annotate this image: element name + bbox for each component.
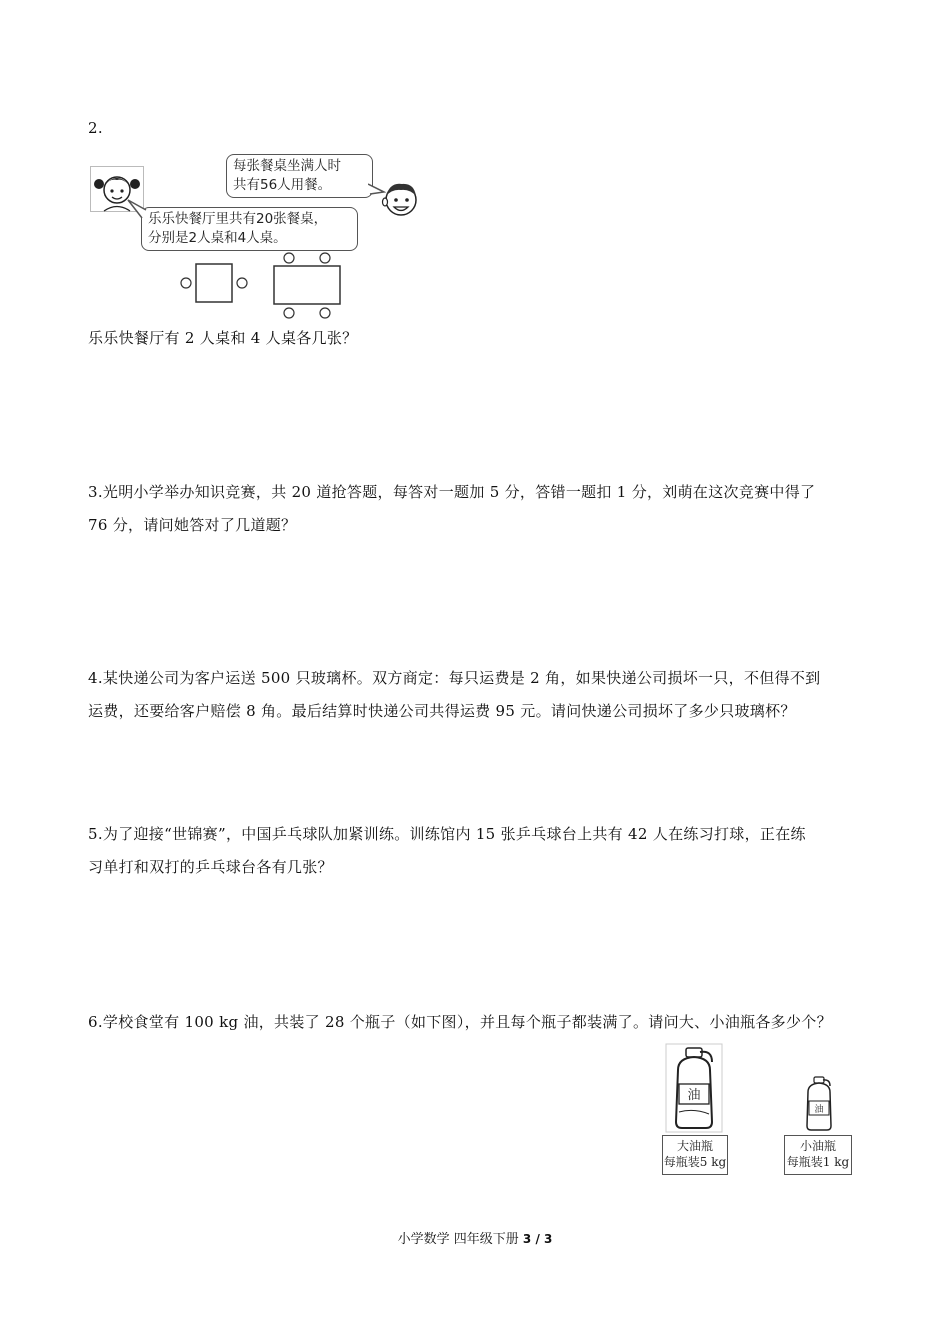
boy-bubble-line-2: 共有56人用餐。 [233,177,332,193]
big-oil-bottle-icon [664,1042,724,1134]
chair-icon [320,308,330,318]
girl-bubble-tail [126,198,148,220]
question-6 [88,1006,878,1039]
page-footer [0,1228,950,1247]
chair-icon [237,278,247,288]
four-person-table [274,266,340,304]
two-person-table [196,264,232,302]
chair-icon [284,308,294,318]
chair-icon [320,253,330,263]
question-5-line-2: 习单打和双打的乒乓球台各有几张？ [88,858,333,876]
big-bottle-capacity: 每瓶装5 kg [663,1155,727,1169]
girl-bubble-line-1: 乐乐快餐厅里共有20张餐桌， [148,211,328,227]
question-5 [88,818,878,884]
question-3-line-2: 76 分，请问她答对了几道题？ [88,516,297,534]
question-2-text: 乐乐快餐厅有 2 人桌和 4 人桌各几张？ [88,329,358,347]
small-bottle-capacity: 每瓶装1 kg [786,1155,850,1169]
question-5-line-1: 5.为了迎接“世锦赛”，中国乒乓球队加紧训练。训练馆内 15 张乒乓球台上共有 42 人在练习打球，正在练 [88,825,806,843]
question-2-number: 2. [88,119,103,137]
small-bottle-caption [784,1135,852,1175]
big-bottle-caption [662,1135,728,1175]
chair-icon [181,278,191,288]
small-bottle-label-char: 油 [814,1105,824,1115]
footer-text: 小学数学 四年级下册 [397,1232,519,1247]
question-4-line-2: 运费，还要给客户赔偿 8 角。最后结算时快递公司共得运费 95 元。请问快递公司损坏了多少只玻璃杯？ [88,702,796,720]
question-6-line-1: 6.学校食堂有 100 kg 油，共装了 28 个瓶子（如下图），并且每个瓶子都装满了。请问大、小油瓶各多少个？ [88,1013,832,1031]
question-3 [88,476,878,542]
tables-diagram [178,252,348,320]
small-bottle-name: 小油瓶 [799,1139,836,1153]
boy-bubble-tail [368,182,388,198]
girl-bubble-line-2: 分别是2人桌和4人桌。 [148,230,287,246]
boy-bubble-line-1: 每张餐桌坐满人时 [233,158,341,174]
big-bottle-label-char: 油 [687,1088,701,1103]
question-4-line-1: 4.某快递公司为客户运送 500 只玻璃杯。双方商定：每只运费是 2 角，如果快递公司损坏一只，不但得不到 [88,669,821,687]
question-4 [88,662,878,728]
girl-speech-bubble [141,207,358,251]
page-number: 3 / 3 [522,1232,553,1246]
boy-speech-bubble [226,154,373,198]
question-3-line-1: 3.光明小学举办知识竞赛，共 20 道抢答题，每答对一题加 5 分，答错一题扣 1 分，刘萌在这次竞赛中得了 [88,483,816,501]
small-oil-bottle-icon [800,1074,838,1134]
big-bottle-name: 大油瓶 [676,1139,713,1153]
chair-icon [284,253,294,263]
